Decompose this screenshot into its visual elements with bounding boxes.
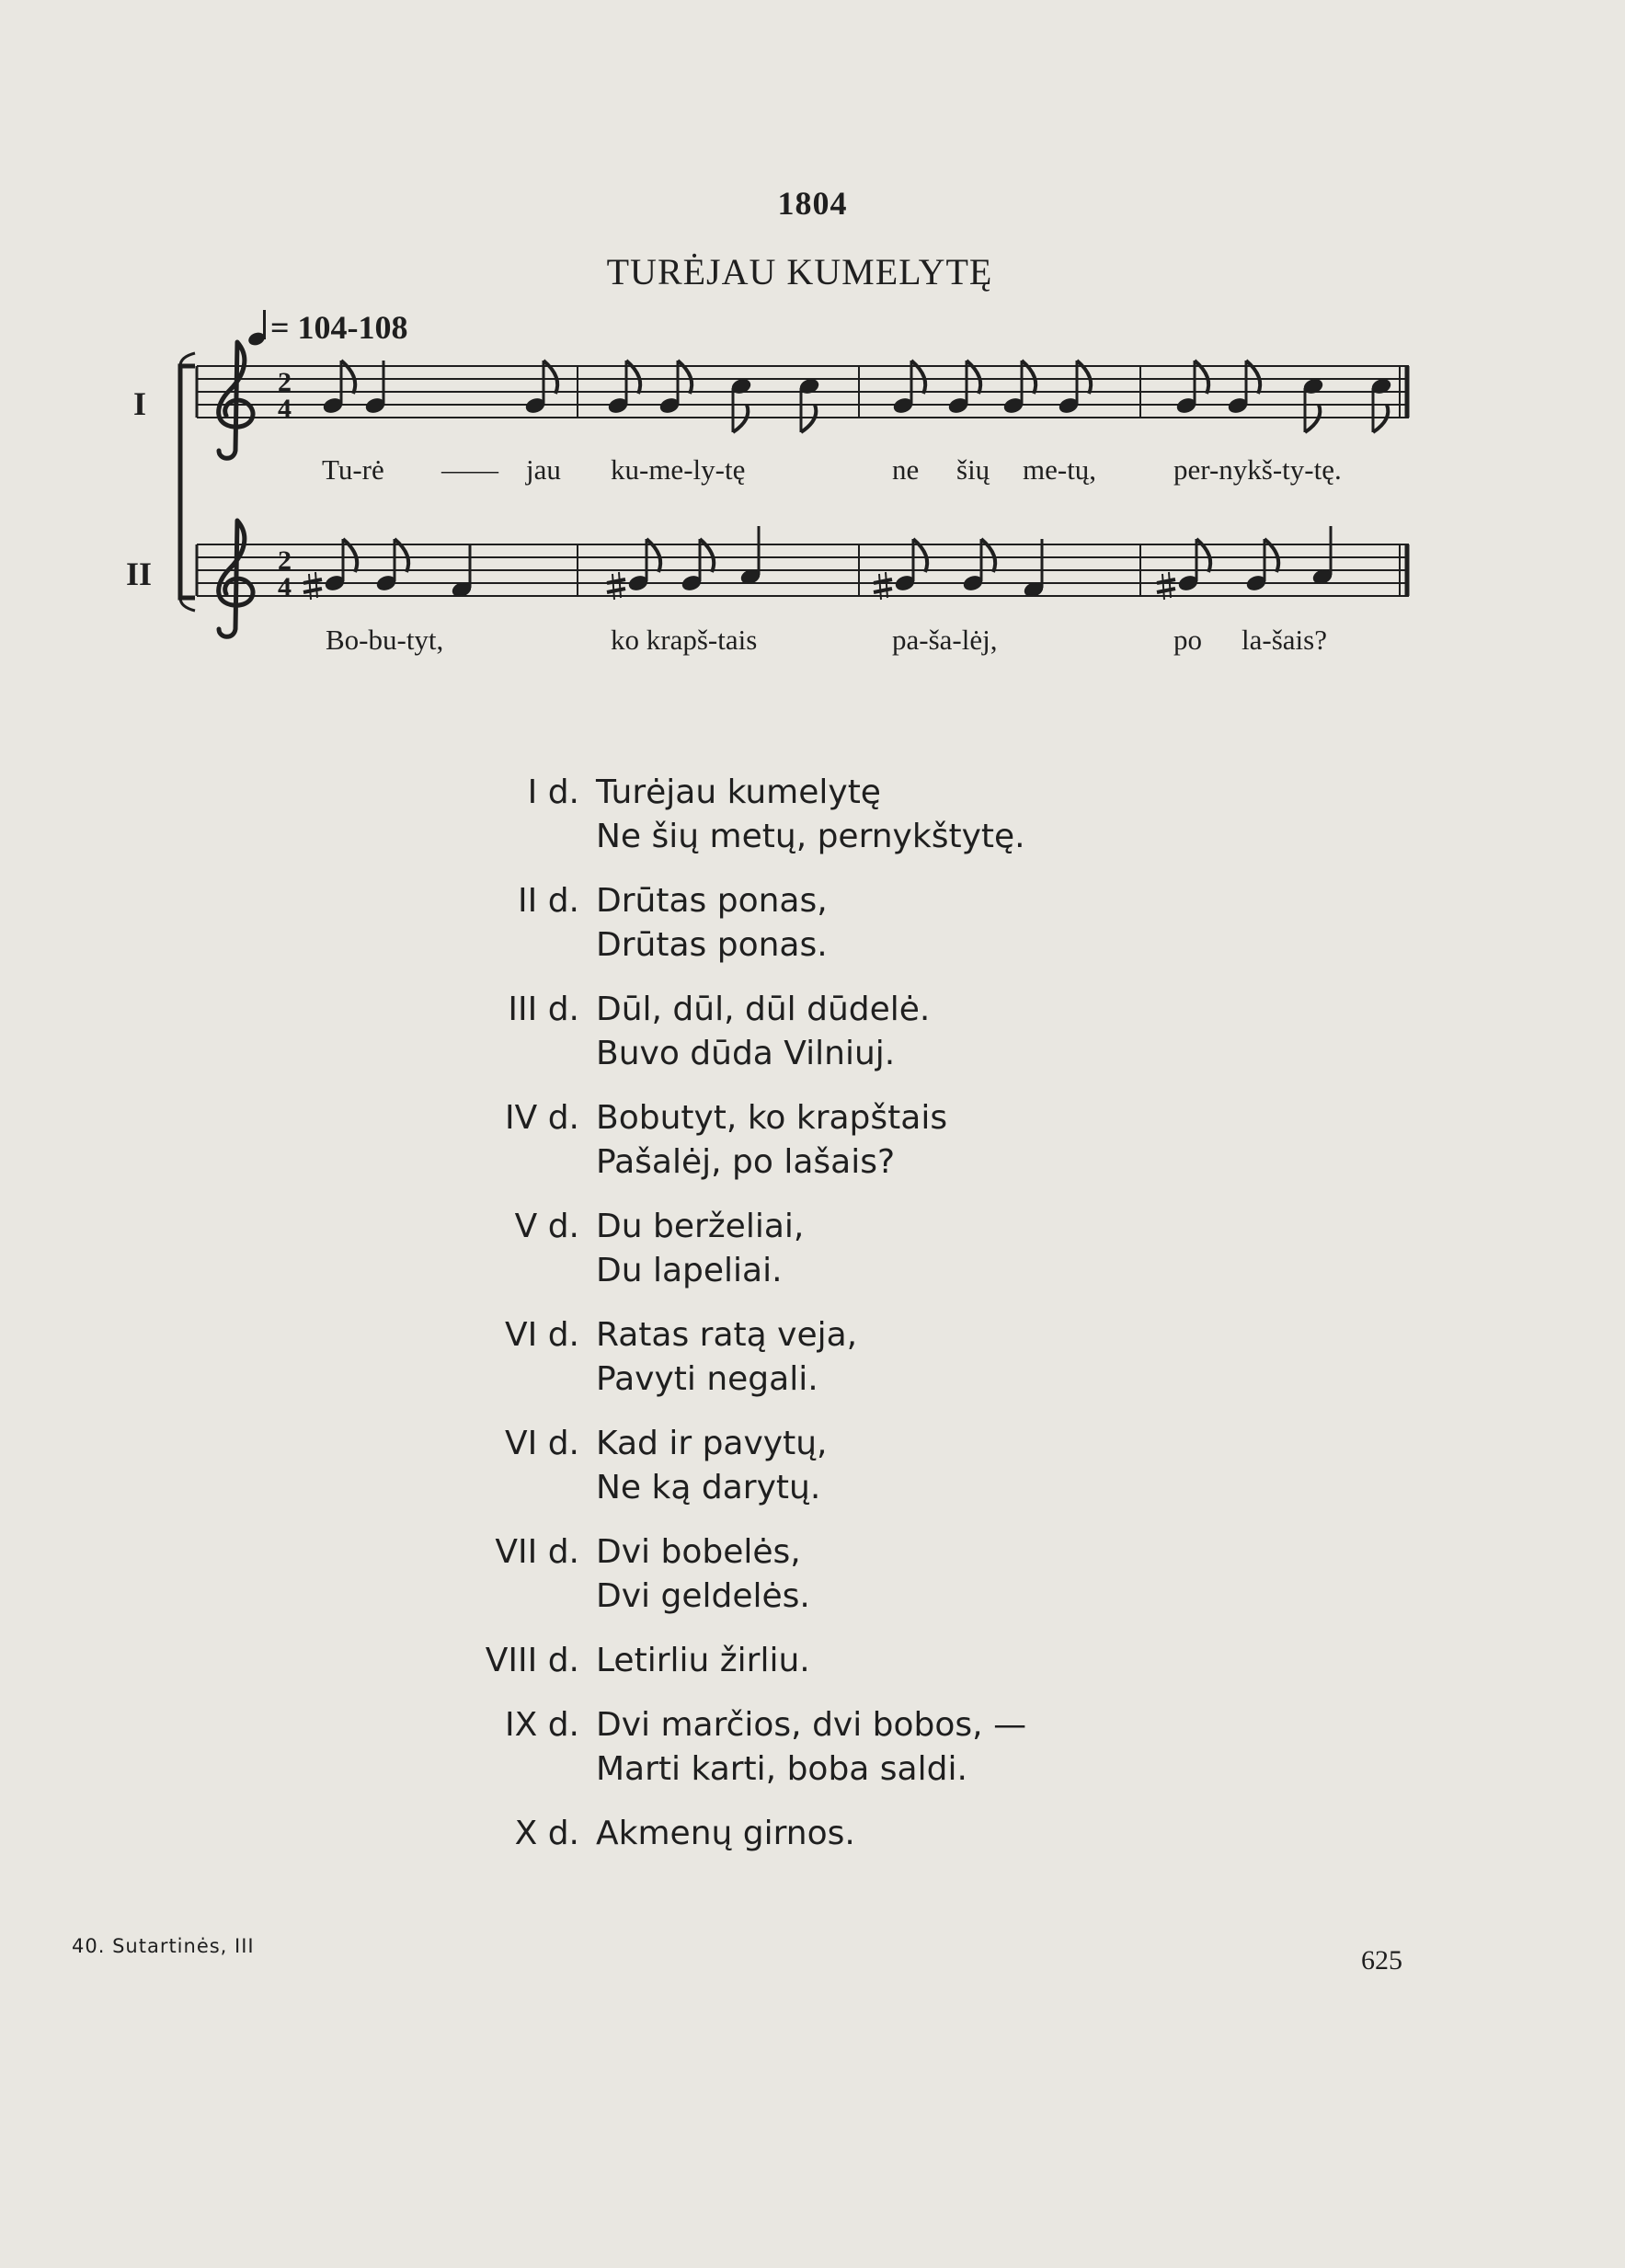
stanza-line: Akmenų girnos. <box>596 1815 855 1852</box>
lyric-syllable: ku-me-ly-tę <box>611 453 746 486</box>
eighth-note <box>1002 361 1036 415</box>
stanza-line: Marti karti, boba saldi. <box>596 1750 967 1788</box>
stanza-line: Du berželiai, <box>596 1208 805 1245</box>
stanza <box>441 1530 1026 1619</box>
stanza <box>441 1096 1026 1185</box>
quarter-note <box>451 544 473 599</box>
eighth-note <box>658 361 692 415</box>
voice-1-label: I <box>133 385 147 422</box>
stanza-line: Ratas ratą veja, <box>596 1316 858 1354</box>
stanza <box>441 1313 1026 1402</box>
time-sig-top: 2 <box>278 367 292 397</box>
quarter-note <box>1023 539 1045 599</box>
quarter-note <box>739 526 761 586</box>
stanza-number: X d. <box>514 1815 579 1852</box>
stanza-line: Dvi geldelės. <box>596 1577 810 1615</box>
stanza-line: Pavyti negali. <box>596 1360 818 1398</box>
stanza <box>441 1812 1026 1856</box>
stanza-line: Pašalėj, po lašais? <box>596 1143 896 1181</box>
stanza-line: Dvi bobelės, <box>596 1533 801 1571</box>
time-sig-top: 2 <box>278 545 292 576</box>
eighth-note <box>962 539 995 592</box>
tempo-value: = 104-108 <box>270 309 408 346</box>
stanza <box>441 1703 1026 1792</box>
lyric-syllable: po <box>1173 624 1202 656</box>
eighth-note <box>681 539 714 592</box>
eighth-note <box>322 361 355 415</box>
stanza-line: Turėjau kumelytę <box>596 773 881 811</box>
eighth-note <box>524 361 557 415</box>
voice-2-label: II <box>126 556 153 592</box>
eighth-note <box>1175 361 1208 415</box>
eighth-note <box>324 539 357 592</box>
stanza-line: Letirliu žirliu. <box>596 1642 810 1679</box>
lyric-syllable: ne <box>892 453 920 486</box>
lyric-syllable: Bo-bu-tyt, <box>326 624 444 656</box>
song-title: TURĖJAU KUMELYTĘ <box>606 251 993 292</box>
footer-source: 40. Sutartinės, III <box>72 1935 255 1957</box>
eighth-note <box>1058 361 1091 415</box>
stanza-number: III d. <box>508 991 579 1028</box>
stanza-line: Dūl, dūl, dūl dūdelė. <box>596 991 931 1028</box>
stanza <box>441 1205 1026 1293</box>
page-number: 625 <box>1361 1945 1402 1976</box>
eighth-note <box>607 361 640 415</box>
stanza-number: IX d. <box>504 1706 579 1744</box>
stanza-line: Buvo dūda Vilniuj. <box>596 1035 896 1072</box>
quarter-note <box>364 361 386 415</box>
lyric-extender: —— <box>441 453 498 486</box>
quarter-note <box>1311 526 1333 586</box>
stanza-line: Dvi marčios, dvi bobos, — <box>596 1706 1027 1744</box>
music-score <box>0 0 1625 699</box>
time-sig-bottom: 4 <box>278 394 292 424</box>
stanza <box>441 1422 1026 1510</box>
stanza-line: Ne šių metų, pernykštytę. <box>596 818 1025 855</box>
lyric-syllable: jau <box>526 453 561 486</box>
stanza-number: VII d. <box>495 1533 579 1571</box>
eighth-note <box>375 539 408 592</box>
treble-clef-icon <box>219 342 253 458</box>
eighth-note <box>1177 539 1210 592</box>
stanza <box>441 771 1026 859</box>
eighth-note <box>947 361 980 415</box>
stanza-number: IV d. <box>505 1099 579 1137</box>
song-number: 1804 <box>777 185 848 222</box>
stanza-line: Drūtas ponas. <box>596 926 828 964</box>
lyric-syllable: Tu-rė <box>322 453 384 486</box>
stanza <box>441 988 1026 1076</box>
stanza-number: VI d. <box>505 1425 579 1462</box>
lyric-syllable: pa-ša-lėj, <box>892 624 998 656</box>
time-signature-1 <box>278 367 292 424</box>
time-sig-bottom: 4 <box>278 572 292 602</box>
voice-1-notes <box>322 361 1392 432</box>
voice-2-notes <box>303 526 1333 600</box>
eighth-note <box>894 539 927 592</box>
lyric-syllable: ko krapš-tais <box>611 624 758 656</box>
stanza-line: Bobutyt, ko krapštais <box>596 1099 948 1137</box>
stanza <box>441 1639 1026 1683</box>
time-signature-2 <box>278 545 292 602</box>
lyric-syllable: šių <box>956 453 990 486</box>
stanza-line: Ne ką darytų. <box>596 1469 821 1506</box>
stanza-number: V d. <box>514 1208 579 1245</box>
stanza-line: Kad ir pavytų, <box>596 1425 828 1462</box>
lyric-syllable: per-nykš-ty-tę. <box>1173 453 1342 486</box>
stanza-number: VIII d. <box>485 1642 579 1679</box>
system-bracket <box>180 353 195 611</box>
stanza-list <box>441 771 1026 1876</box>
stanza-number: I d. <box>527 773 579 811</box>
stanza <box>441 879 1026 968</box>
lyric-syllable: la-šais? <box>1242 624 1327 656</box>
treble-clef-icon <box>219 521 253 636</box>
stanza-line: Drūtas ponas, <box>596 882 828 920</box>
eighth-note <box>1227 361 1260 415</box>
lyric-syllable: me-tų, <box>1023 453 1097 486</box>
stanza-line: Du lapeliai. <box>596 1252 783 1289</box>
eighth-note <box>1245 539 1278 592</box>
eighth-note <box>627 539 660 592</box>
stanza-number: II d. <box>518 882 579 920</box>
stanza-number: VI d. <box>505 1316 579 1354</box>
eighth-note <box>892 361 925 415</box>
